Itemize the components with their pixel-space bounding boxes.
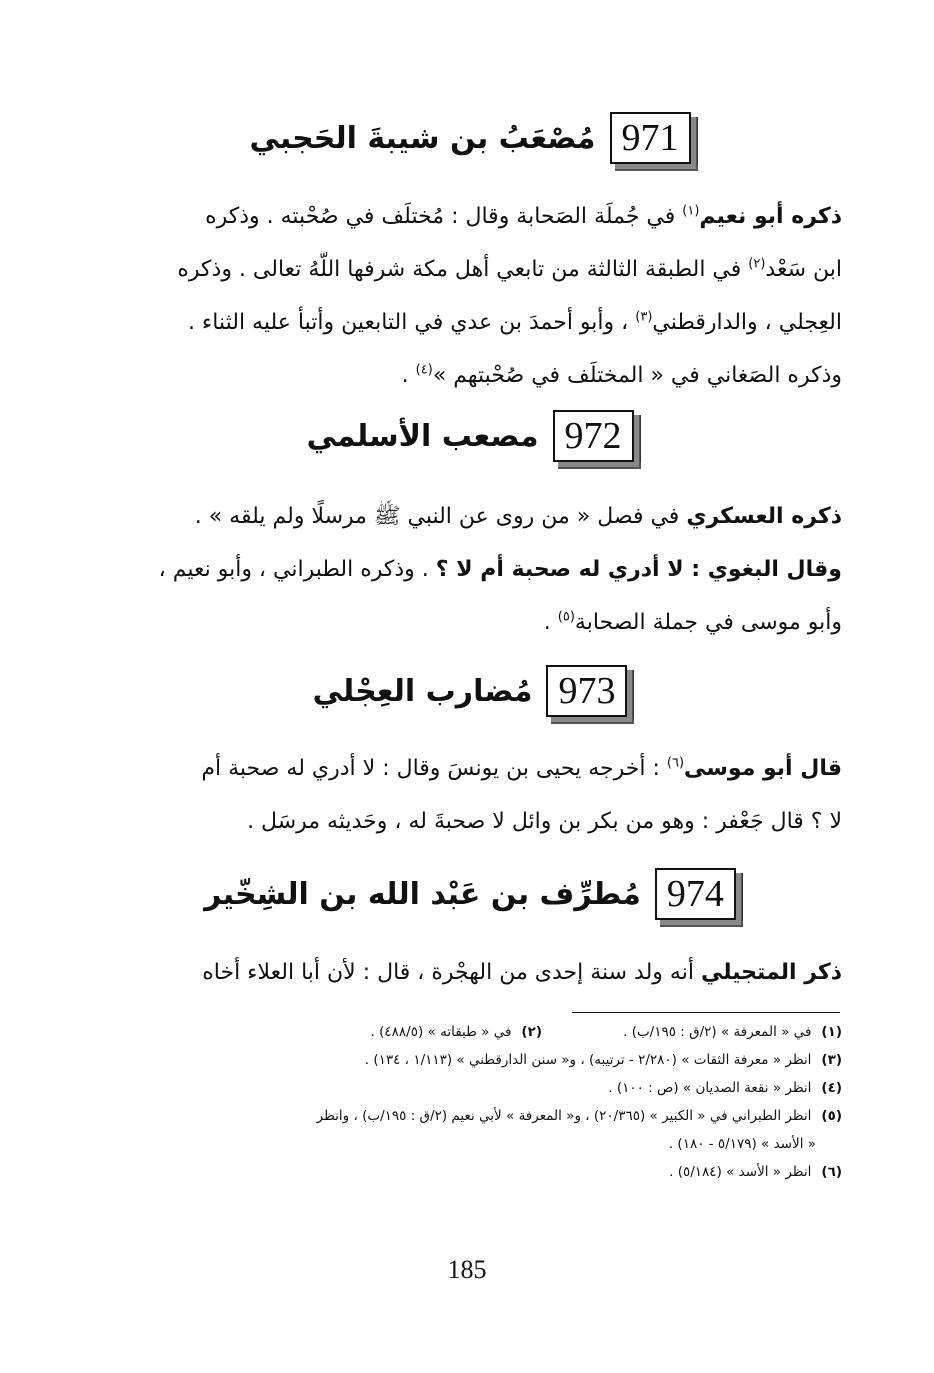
entry-body-972 (100, 490, 842, 649)
footnote-4: (٤)انظر « نقعة الصديان » (ص : ١٠٠) . (608, 1080, 842, 1096)
entry-heading-973 (100, 665, 840, 717)
text-line: وذكره الصَغاني في « المختلَف في صُحْبتهم »$^{(٤)}$ . (401, 362, 842, 388)
entry-body-973 (100, 742, 842, 848)
footnote-2: (٢)في « طبقاته » (٤٨٨/٥) . (370, 1024, 542, 1040)
entry-title: مُصْعَبُ بن شيبةَ الحَجبي (249, 120, 596, 156)
text-line: قال أبو موسى$^{(٦)}$ : أخرجه يحيى بن يونسَ وقال : لا أدري له صحبة أم (201, 755, 842, 781)
footnote-5: (٥)انظر الطبراني في « الكبير » (٢٠/٣٦٥) ، و« المعرفة » لأبي نعيم (٢/ق : ١٩٥/ب) ، وانظر (316, 1108, 842, 1124)
entry-number-box: 974 (655, 868, 736, 920)
footnote-separator (572, 1012, 840, 1013)
page-number: 185 (447, 1255, 487, 1284)
text-line: لا ؟ قال جَعْفر : وهو من بكر بن وائل لا صحبةَ له ، وحَديثه مرسَل . (247, 809, 842, 834)
entry-number-box: 971 (610, 112, 691, 164)
entry-body-974 (100, 946, 842, 999)
entry-body-971 (100, 190, 842, 402)
entry-heading-974 (100, 868, 840, 920)
entry-heading-972 (100, 410, 840, 462)
footnotes (100, 1018, 842, 1186)
footnote-3: (٣)انظر « معرفة الثقات » (٢/٢٨٠ - ترتيبه) ، و« سنن الدارقطني » (١/١١٣ ، ١٣٤) . (364, 1052, 842, 1068)
footnote-6: (٦)انظر « الأسد » (٥/١٨٤) . (669, 1164, 842, 1180)
text-line: ذكره العسكري في فصل « من روى عن النبي ﷺ مرسلًا ولم يلقه » . (194, 504, 842, 529)
entry-number-box: 972 (553, 410, 634, 462)
entry-title: مُضارب العِجْلي (312, 673, 533, 709)
footnote-row (100, 1018, 842, 1046)
entry-title: مُطرِّف بن عَبْد الله بن الشِخّير (204, 876, 641, 912)
text-line: وأبو موسى في جملة الصحابة$^{(٥)}$ . (543, 609, 842, 635)
footnote-1: (١)في « المعرفة » (٢/ق : ١٩٥/ب) . (623, 1024, 842, 1040)
text-line: ذكره أبو نعيم$^{(١)}$ في جُملَة الصَحابة وقال : مُختلَف في صُحْبته . وذكره (205, 203, 842, 229)
text-line: ابن سَعْد$^{(٢)}$ في الطبقة الثالثة من تابعي أهل مكة شرفها اللّهُ تعالى . وذكره (177, 256, 842, 282)
entry-number-box: 973 (546, 665, 627, 717)
text-line: وقال البغوي : لا أدري له صحبة أم لا ؟ . وذكره الطبراني ، وأبو نعيم ، (158, 557, 842, 582)
text-line: العِجلي ، والدارقطني$^{(٣)}$ ، وأبو أحمدَ بن عدي في التابعين وأتبأ عليه الثناء . (187, 309, 842, 335)
entry-title: مصعب الأسلمي (306, 418, 539, 454)
entry-heading-971 (100, 112, 840, 164)
footnote-5-continuation: « الأسد » (٥/١٧٩ - ١٨٠) . (668, 1136, 816, 1152)
text-line: ذكر المتجيلي أنه ولد سنة إحدى من الهجْرة ، قال : لأن أبا العلاء أخاه (202, 960, 842, 985)
